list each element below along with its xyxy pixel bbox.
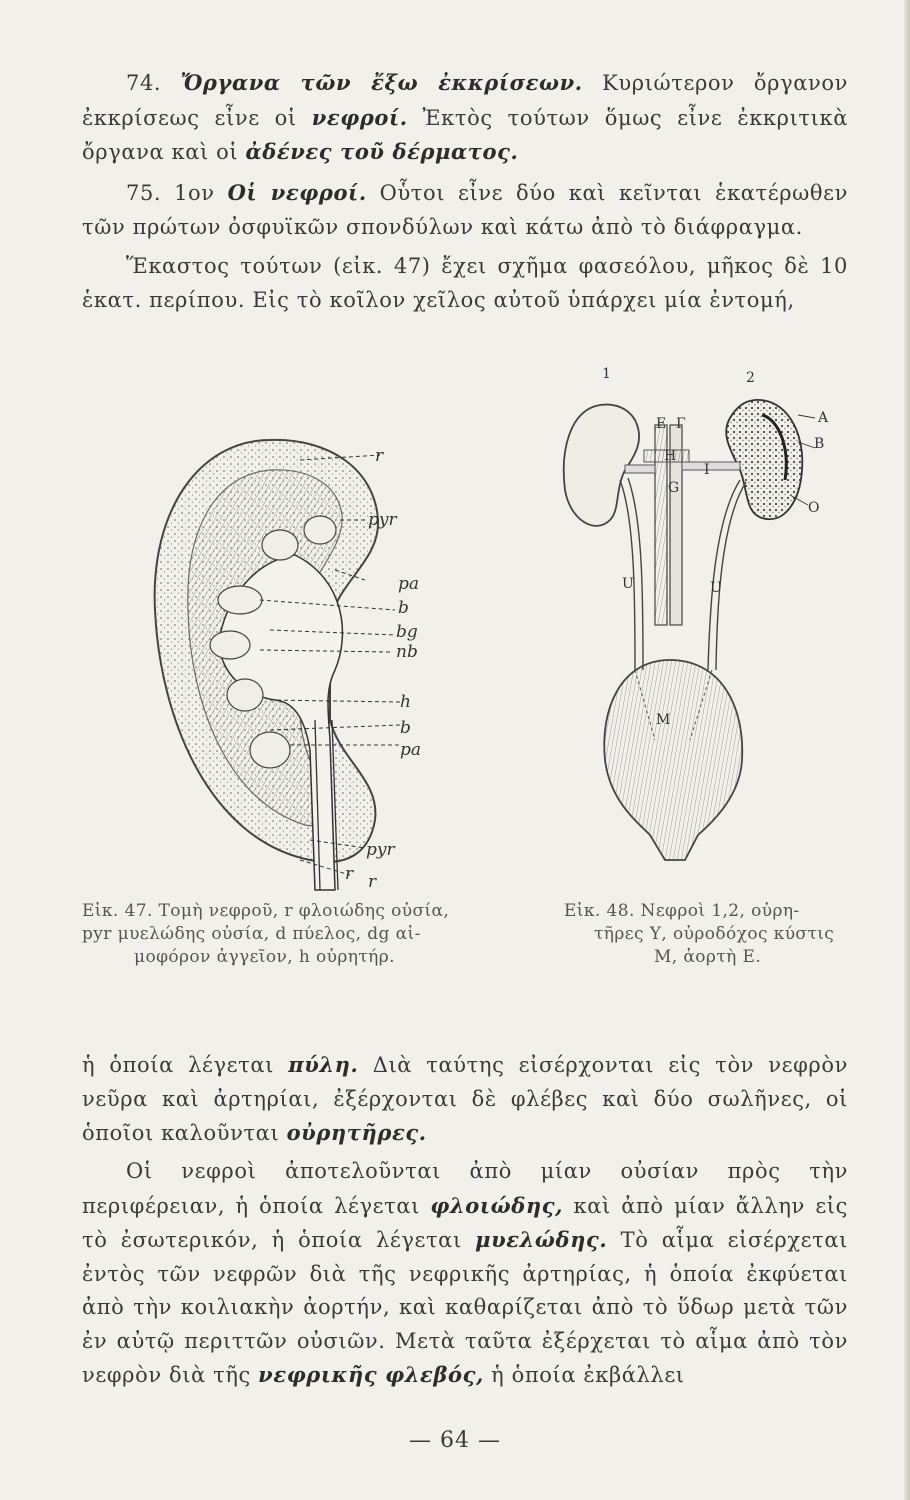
term-cortical: φλοιώδης, [430,1192,564,1218]
fig47-label-r2: r [345,864,354,884]
page-number: — 64 — [409,1428,501,1453]
fig47-label-pyr2: pyr [366,840,395,860]
caption-line: Μ, ἀορτὴ Ε. [654,947,762,967]
fig48-label-E: E [656,416,667,432]
text-run: Ἐκτὸς τούτων ὅμως εἶνε ἐκκριτικὰ ὄργανα καὶ οἱ [82,105,848,164]
fig48-label-O: O [808,500,820,516]
fig48-label-1: 1 [602,366,611,382]
text-run: Οἱ νεφροὶ ἀποτελοῦνται ἀπὸ μίαν οὐσίαν πρὸς τὴν περιφέρειαν, ἡ ὁποία λέγεται [82,1159,848,1218]
section-number: 74. [126,71,162,95]
term-ureters: οὐρητῆρες. [286,1120,427,1145]
text-run: Διὰ ταύτης εἰσέρχονται εἰς τὸν νεφρὸν νεῦρα καὶ ἀρτηρίαι, ἐξέρχονται δὲ φλέβες καὶ δύο σωλῆνες, οἱ ὁποῖοι καλοῦνται [82,1053,848,1145]
term-gate: πύλη. [288,1052,359,1077]
term-medullary: μυελώδης. [475,1227,608,1252]
caption-line: pyr μυελώδης οὐσία, d πύελος, dg αἱ- [82,924,421,944]
fig48-label-G: Γ [676,416,686,432]
fig47-label-nb: nb [396,642,418,662]
kidney-section-figure [110,420,490,900]
text-run: Τὸ αἷμα εἰσέρχεται ἐντὸς τῶν νεφρῶν διὰ τῆς νεφρικῆς ἀρτηρίας, ἡ ὁποία ἐκφύεται ἀπὸ τὴν κοιλιακὴν ἀορτήν, καὶ καθαρίζεται ἀπὸ τὸ ὕδωρ μετὰ τῶν ἐν αὐτῷ περιττῶν οὐσιῶν. Μετὰ ταῦτα ἐξέρχεται τὸ αἷμα ἀπὸ τὸν νεφρὸν διὰ τῆς [82,1228,848,1387]
text-run: Ἕκαστος τούτων (εἰκ. 47) ἔχει σχῆμα φασεόλου, μῆκος δὲ 10 ἑκατ. περίπου. Εἰς τὸ κοῖλον χεῖλος αὐτοῦ ὑπάρχει μία ἐντομή, [82,254,848,312]
fig47-label-h: h [400,692,411,712]
paragraph-kidney-shape [82,250,848,317]
fig47-label-r3: r [368,872,377,892]
fig48-label-U-left: U [622,576,634,592]
fig48-label-M: M [656,712,671,728]
caption-line: τῆρες Υ, οὐροδόχος κύστις [594,924,835,944]
paragraph-74 [82,66,848,170]
fig47-label-r: r [375,446,384,466]
text-run: ἡ ὁποία λέγεται [82,1053,289,1077]
text-run: ἡ ὁποία ἐκβάλλει [483,1363,685,1387]
fig47-label-b: b [398,598,409,618]
section-number: 75. 1ον [126,181,228,205]
fig47-label-bg: bg [396,622,418,642]
paragraph-structure [82,1155,848,1393]
section-title: Οἱ νεφροί. [227,180,367,205]
term-skin-glands: ἀδένες τοῦ δέρματος. [245,139,519,164]
fig48-label-G2: G [668,480,680,496]
term-renal-vein: νεφρικῆς φλεβός, [258,1362,484,1387]
fig47-label-pa: pa [398,574,420,594]
fig47-label-pa2: pa [400,740,422,760]
urinary-system-figure [540,370,840,870]
fig47-caption [82,900,532,969]
fig48-label-H: H [664,448,677,464]
page-edge [904,0,910,1500]
fig48-label-A: A [818,410,829,426]
fig47-label-pyr: pyr [368,510,397,530]
fig48-label-B: B [814,436,825,452]
paragraph-hilum [82,1048,848,1151]
fig48-label-I: I [704,462,710,478]
fig48-label-U-right: U [710,580,722,596]
section-title: Ὄργανα τῶν ἔξω ἐκκρίσεων. [180,70,583,95]
caption-line: Εἰκ. 48. Νεφροὶ 1,2, οὐρη- [564,901,800,921]
text-run: Οὗτοι εἶνε δύο καὶ κεῖνται ἑκατέρωθεν τῶν πρώτων ὀσφυϊκῶν σπονδύλων καὶ κάτω ἀπὸ τὸ διάφραγμα. [82,181,848,239]
text-run: Κυριώτερον ὄργανον ἐκκρίσεως εἶνε οἱ [82,71,848,130]
fig47-label-b2: b [400,718,411,738]
fig48-caption [564,900,864,969]
caption-line: μοφόρον ἀγγεῖον, h οὐρητήρ. [134,947,395,967]
term-kidneys: νεφροί. [311,104,408,130]
text-run: καὶ ἀπὸ μίαν ἄλλην εἰς τὸ ἐσωτερικόν, ἡ ὁποία λέγεται [82,1193,848,1252]
caption-line: Εἰκ. 47. Τομὴ νεφροῦ, r φλοιώδης οὐσία, [82,901,450,921]
paragraph-75 [82,176,848,244]
fig48-label-2: 2 [746,370,755,386]
